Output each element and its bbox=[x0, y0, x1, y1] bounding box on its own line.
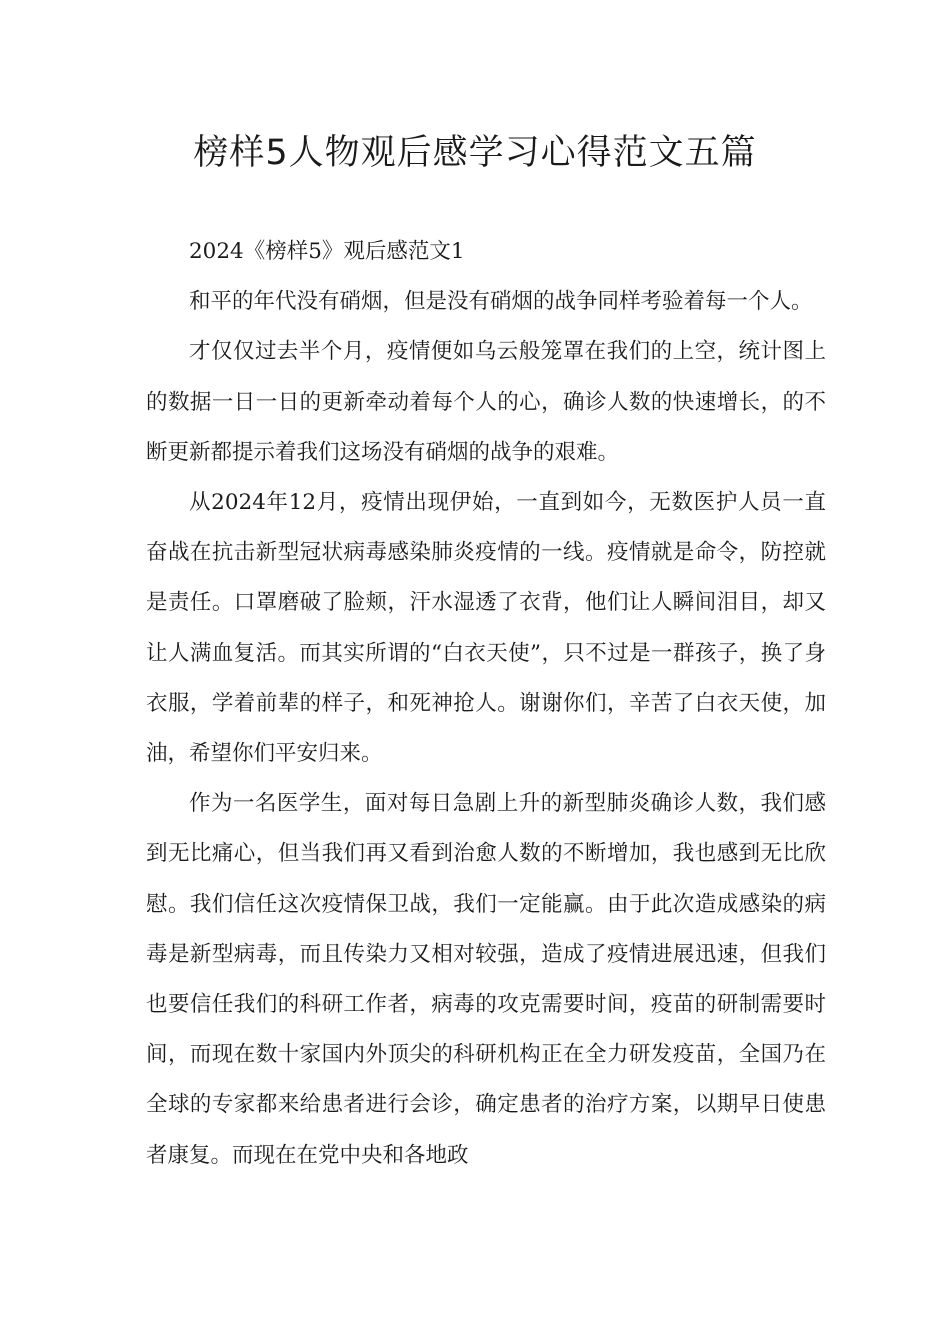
paragraph: 作为一名医学生，面对每日急剧上升的新型肺炎确诊人数，我们感到无比痛心，但当我们再又看到治愈人数的不断增加，我也感到无比欣慰。我们信任这次疫情保卫战，我们一定能赢。由于此次造成感染的病毒是新型病毒，而且传染力又相对较强，造成了疫情进展迅速，但我们也要信任我们的科研工作者，病毒的攻克需要时间，疫苗的研制需要时间，而现在数十家国内外顶尖的科研机构正在全力研发疫苗，全国乃在全球的专家都来给患者进行会诊，确定患者的治疗方案，以期早日使患者康复。而现在在党中央和各地政 bbox=[146, 791, 826, 1168]
paragraph: 才仅仅过去半个月，疫情便如乌云般笼罩在我们的上空，统计图上的数据一日一日的更新牵动着每个人的心，确诊人数的快速增长，的不断更新都提示着我们这场没有硝烟的战争的艰难。 bbox=[146, 339, 826, 465]
paragraph: 从2024年12月，疫情出现伊始，一直到如今，无数医护人员一直奋战在抗击新型冠状病毒感染肺炎疫情的一线。疫情就是命令，防控就是责任。口罩磨破了脸颊，汗水湿透了衣背，他们让人瞬间泪目，却又让人满血复活。而其实所谓的“白衣天使”，只不过是一群孩子，换了身衣服，学着前辈的样子，和死神抢人。谢谢你们，辛苦了白衣天使，加油，希望你们平安归来。 bbox=[146, 490, 826, 767]
paragraph: 和平的年代没有硝烟，但是没有硝烟的战争同样考验着每一个人。 bbox=[189, 289, 813, 315]
section-heading: 2024《榜样5》观后感范文1 bbox=[189, 239, 465, 264]
document-body bbox=[146, 227, 826, 1181]
document-title: 榜样5人物观后感学习心得范文五篇 bbox=[193, 133, 757, 173]
